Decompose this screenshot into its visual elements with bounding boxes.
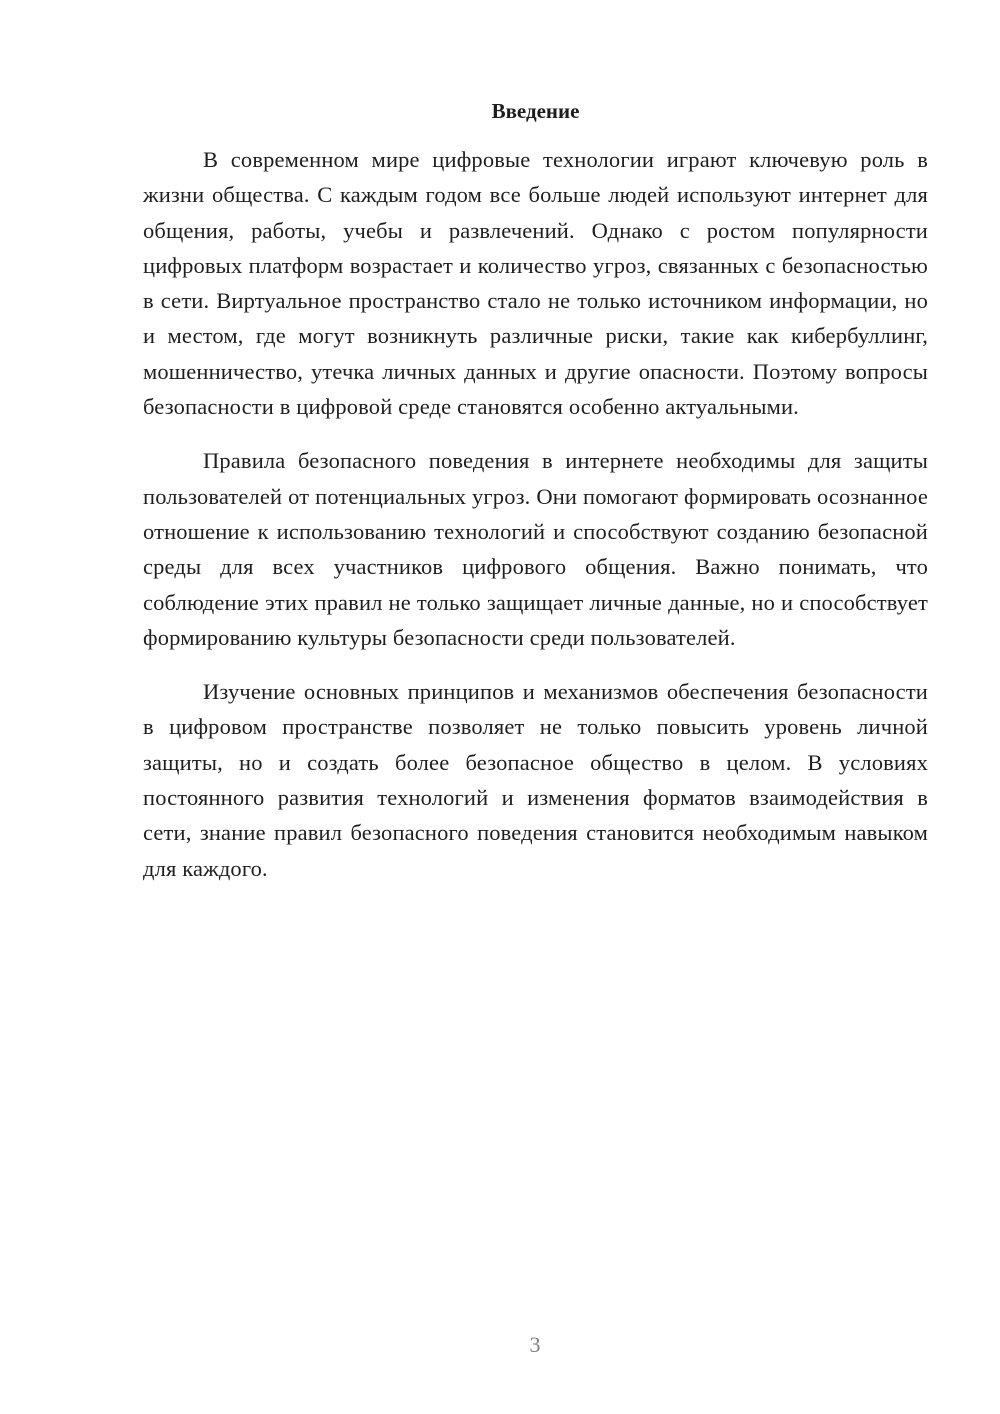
- section-heading: Введение: [491, 99, 580, 123]
- paragraph: Изучение основных принципов и механизмов обеспечения безопасности в цифровом пространстве позволяет не только повысить уровень личной защиты, но и создать более безопасное общество в целом. В условиях постоянного развития технологий и изменения форматов взаимодействия в сети, знание правил безопасного поведения становится необходимым навыком для каждого.: [143, 679, 928, 881]
- page-number: 3: [529, 1332, 541, 1357]
- paragraph: В современном мире цифровые технологии играют ключевую роль в жизни общества. С каждым годом все больше людей используют интернет для общения, работы, учебы и развлечений. Однако с ростом популярности цифровых платформ возрастает и количество угроз, связанных с безопасностью в сети. Виртуальное пространство стало не только источником информации, но и местом, где могут возникнуть различные риски, такие как кибербуллинг, мошенничество, утечка личных данных и другие опасности. Поэтому вопросы безопасности в цифровой среде становятся особенно актуальными.: [143, 147, 928, 420]
- body-text: [143, 142, 928, 905]
- paragraph: Правила безопасного поведения в интернете необходимы для защиты пользователей от потенциальных угроз. Они помогают формировать осознанное отношение к использованию технологий и способствуют созданию безопасной среды для всех участников цифрового общения. Важно понимать, что соблюдение этих правил не только защищает личные данные, но и способствует формированию культуры безопасности среди пользователей.: [143, 448, 928, 650]
